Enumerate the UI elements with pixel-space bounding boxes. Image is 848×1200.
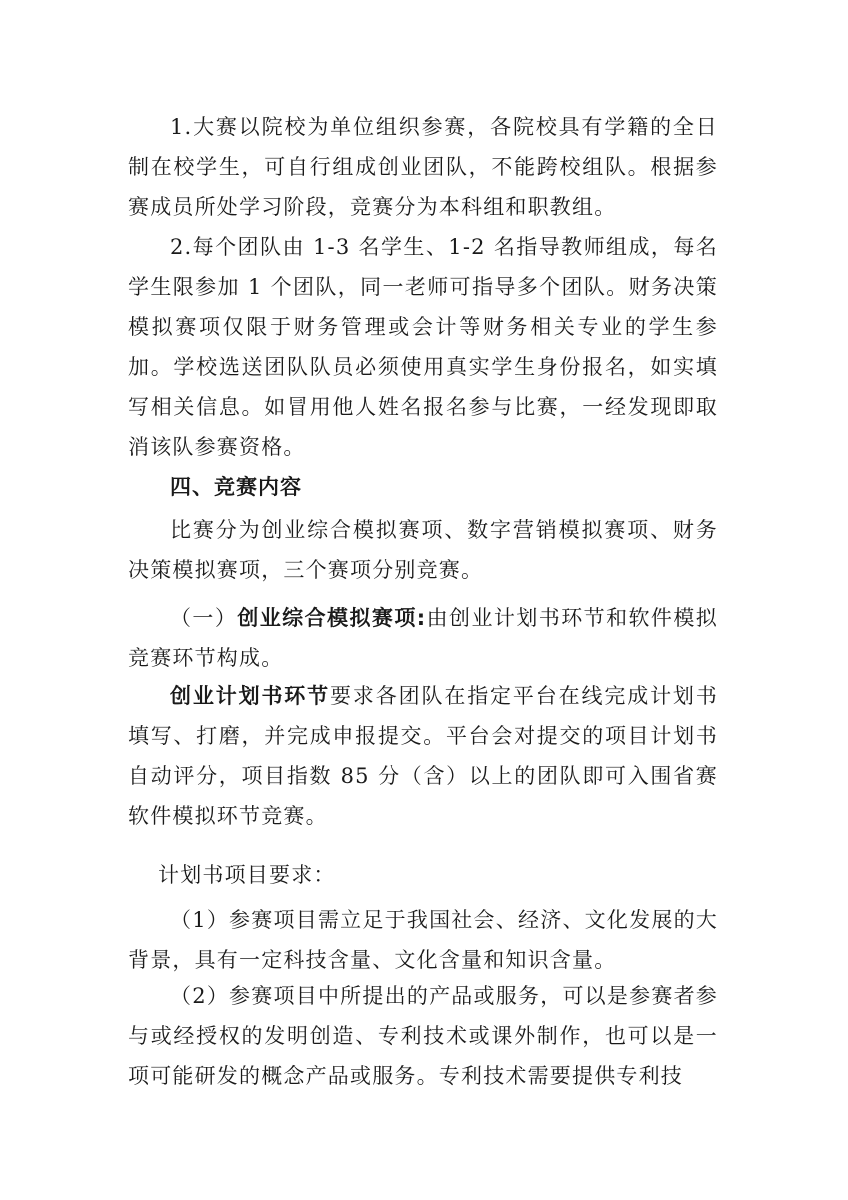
item-title-entrepreneurship-simulation: 创业综合模拟赛项:: [237, 606, 427, 630]
paragraph-business-plan: [128, 676, 718, 836]
item-title-business-plan: 创业计划书环节: [170, 684, 331, 708]
paragraph-eligibility: 1.大赛以院校为单位组织参赛，各院校具有学籍的全日制在校学生，可自行组成创业团队，不能跨校组队。根据参赛成员所处学习阶段，竞赛分为本科组和职教组。: [128, 115, 718, 219]
paragraph-requirement-2: （2）参赛项目中所提出的产品或服务，可以是参赛者参与或经授权的发明创造、专利技术或课外制作，也可以是一项可能研发的概念产品或服务。专利技术需要提供专利技: [128, 984, 718, 1088]
paragraph-requirement-1: （1）参赛项目需立足于我国社会、经济、文化发展的大背景，具有一定科技含量、文化含量和知识含量。: [128, 908, 718, 972]
paragraph-team-composition: 2.每个团队由 1-3 名学生、1-2 名指导教师组成，每名学生限参加 1 个团队，同一老师可指导多个团队。财务决策模拟赛项仅限于财务管理或会计等财务相关专业的学生参加。学校选送团队队员必须使用真实学生身份报名，如实填写相关信息。如冒用他人姓名报名参与比赛，一经发现即取消该队参赛资格。: [128, 235, 718, 459]
item-description: 由创业计划书环节和软件模拟竞赛环节构成。: [128, 606, 718, 670]
paragraph-competition-items: 比赛分为创业综合模拟赛项、数字营销模拟赛项、财务决策模拟赛项，三个赛项分别竞赛。: [128, 518, 718, 582]
item-description: 要求各团队在指定平台在线完成计划书填写、打磨，并完成申报提交。平台会对提交的项目计划书自动评分，项目指数 85 分（含）以上的团队即可入围省赛软件模拟环节竞赛。: [128, 684, 718, 828]
item-number: （一）: [170, 606, 238, 630]
section-heading-competition-content: 四、竞赛内容: [170, 475, 302, 499]
paragraph-plan-requirements-label: 计划书项目要求：: [158, 863, 336, 887]
paragraph-entrepreneurship-simulation: [128, 598, 718, 678]
